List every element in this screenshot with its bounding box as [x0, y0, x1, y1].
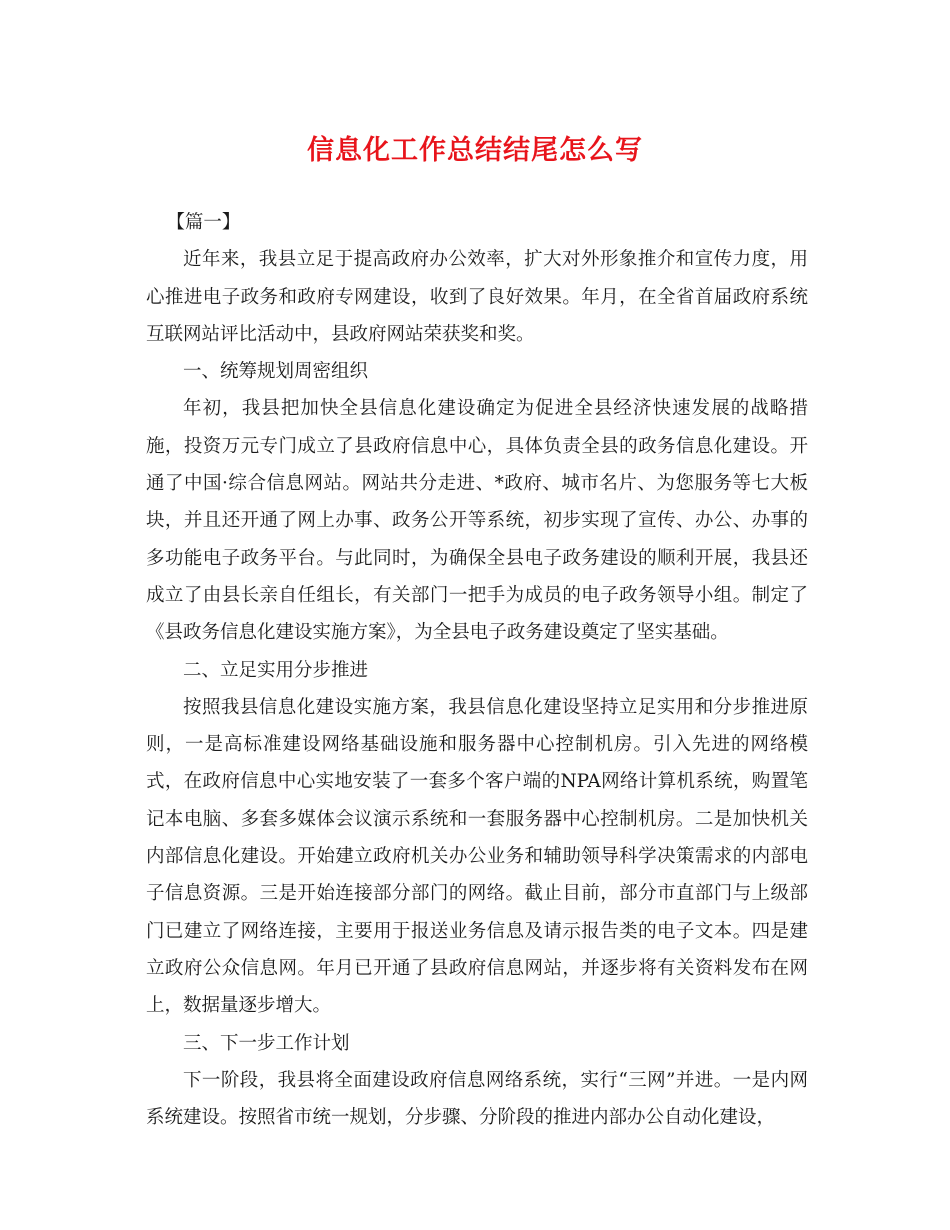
document-title: 信息化工作总结结尾怎么写	[307, 135, 643, 166]
section-heading-2: 二、立足实用分步推进	[183, 659, 369, 681]
document-body	[146, 204, 808, 1136]
paragraph-progress: 按照我县信息化建设实施方案，我县信息化建设坚持立足实用和分步推进原则，一是高标准建设网络基础设施和服务器中心控制机房。引入先进的网络模式，在政府信息中心实地安装了一套多个客户端的NPA网络计算机系统，购置笔记本电脑、多套多媒体会议演示系统和一套服务器中心控制机房。二是加快机关内部信息化建设。开始建立政府机关办公业务和辅助领导科学决策需求的内部电子信息资源。三是开始连接部分部门的网络。截止目前，部分市直部门与上级部门已建立了网络连接，主要用于报送业务信息及请示报告类的电子文本。四是建立政府公众信息网。年月已开通了县政府信息网站，并逐步将有关资料发布在网上，数据量逐步增大。	[146, 696, 808, 1017]
paragraph-intro: 近年来，我县立足于提高政府办公效率，扩大对外形象推介和宣传力度，用心推进电子政务和政府专网建设，收到了良好效果。年月，在全省首届政府系统互联网站评比活动中，县政府网站荣获奖和奖。	[146, 249, 808, 345]
paragraph-next-plan: 下一阶段，我县将全面建设政府信息网络系统，实行“三网”并进。一是内网系统建设。按照省市统一规划，分步骤、分阶段的推进内部办公自动化建设，	[146, 1069, 808, 1129]
section-label: 【篇一】	[166, 212, 241, 233]
section-heading-1: 一、统筹规划周密组织	[183, 361, 369, 383]
paragraph-planning: 年初，我县把加快全县信息化建设确定为促进全县经济快速发展的战略措施，投资万元专门成立了县政府信息中心，具体负责全县的政务信息化建设。开通了中国·综合信息网站。网站共分走进、*政府、城市名片、为您服务等七大板块，并且还开通了网上办事、政务公开等系统，初步实现了宣传、办公、办事的多功能电子政务平台。与此同时，为确保全县电子政务建设的顺利开展，我县还成立了由县长亲自任组长，有关部门一把手为成员的电子政务领导小组。制定了《县政务信息化建设实施方案》，为全县电子政务建设奠定了坚实基础。	[146, 398, 808, 644]
section-heading-3: 三、下一步工作计划	[183, 1032, 350, 1054]
